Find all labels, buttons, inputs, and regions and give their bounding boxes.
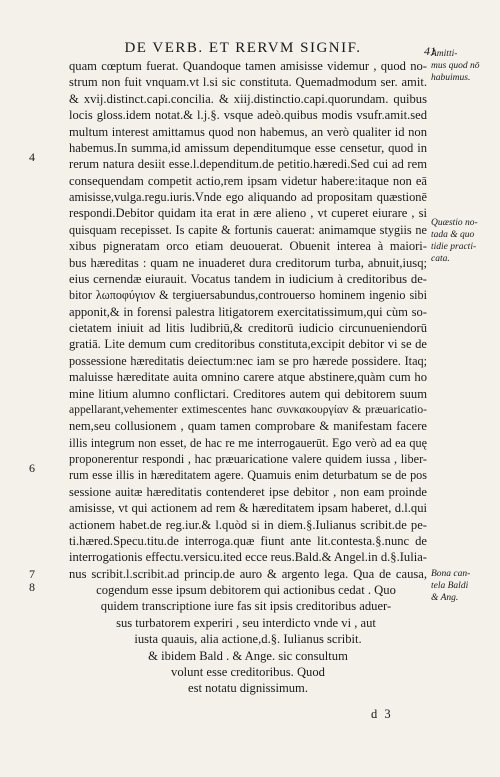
marginal-note: Bona can- tela Baldi & Ang. [431,569,471,603]
text-line: & ibidem Bald . & Ange. sic consultum [148,648,348,663]
text-line: volunt esse creditoribus. Quod [171,664,325,679]
text-line: sessione auitæ hæreditatis contenderet ipse debitor , non eam proinde [69,484,427,499]
text-line: interrogationis effectu.versicu.ited ecce reus.Bald.& Angel.in d.§.Iulia- [69,550,427,565]
text-line: rum esse illis in hæreditatem agere. Quamuis enim deturbatum se de pos [69,468,427,483]
text-line: multum interest amittamus quod non habemus, an verò qualiter id non [69,124,427,139]
text-line: strum non fuit vnquam.vt l.si sic constituta. Quemadmodum ser. amit. [69,75,427,90]
text-line: locis gloss.idem notat.& l.j.§. vsque adeò.quibus modis vsufr.amit.sed [69,108,427,123]
text-line: bus hæreditas : quam ne inuaderet dura creditorum turba, abnuit,iusq; [69,255,427,270]
text-line: apponit,& in forensi palestra litigatorem exercitatissimum,qui cùm so- [69,304,427,319]
margin-number: 7 [29,567,35,581]
text-line: gratiā. Lite demum cum creditoribus constituta,excipit debitor vi se de [69,337,427,352]
text-line: & xvij.distinct.capi.concilia. & xiij.distinctio.capi.quorundam. quibus [69,91,427,106]
text-line: consequendam competit actio,rem ipsam videtur habere:itaque non eā [69,173,427,188]
text-line: appellarant,vehementer extimescentes hanc συνκακουργίαν & præuaricatio- [69,402,427,416]
marginal-note: Amitti- mus quod nō habuimus. [431,49,480,83]
text-line: respondi.Debitor quidam ita erat in ære alieno , vt cuperet eiurare , si [69,206,427,221]
text-line: cogendum esse ipsum debitorem qui actionibus cedat . Quo [96,583,396,597]
text-line: amisisse,vulga.regu.iuris.Vnde ego aliquando ad propositam quæstionē [69,190,427,204]
margin-number: 6 [29,461,35,475]
text-line: ti.hæred.Specu.titu.de interroga.quæ fiunt ante lit.contesta.§.nunc de [69,533,427,548]
text-line: proponerentur respondi , hac præuaricatione valere quidem iussa , liber- [69,452,427,466]
text-line: quidem transcriptione iure fas sit ipsis creditoribus aduer- [100,599,392,614]
text-line: est notatu dignissimum. [188,681,308,696]
text-line: iusta quauis, alia actione,d.§. Iulianus scribit. [134,632,362,647]
main-text-block [69,58,427,697]
text-line: actionem habet.de reg.iur.& l.quòd si in diem.§.Iulianus scribit.de pe- [69,517,427,532]
text-line: eius cernendæ eiurauit. Vocatus tandem in iudicium à creditoribus de- [69,271,427,286]
text-line: habemus.In summa,id amissum dependitumque esse censetur, quod in [69,140,427,155]
margin-number: 4 [29,150,35,164]
text-line: quam cœptum fuerat. Quandoque tamen amisisse videmur , quod no- [69,59,427,73]
text-line: nus scribit.l.scribit.ad princip.de auro & argento lega. Qua de causa, [69,566,427,581]
signature-mark: d 3 [371,707,393,721]
text-line: possessione hæreditatis deiectum:nec iam se pro hærede possidere. Itaq; [69,353,427,368]
text-line: maluisse hæreditate auita omnino carere atque abstinere,quàm cum ho [69,370,427,385]
marginal-note: Quæstio no- tada & quo tidie practi- cata. [431,218,478,264]
text-line: cietatem iniuit ad litis ludibriū,& creditorū iudicio circunueniendorū [69,321,427,335]
margin-number: 8 [29,580,35,594]
text-line: amisisse, vt qui actionem ad rem & hæreditatem ipsam haberet, d.l.qui [69,501,427,516]
running-head: DE VERB. ET RERVM SIGNIF. [124,40,362,56]
page-number: 41 [424,44,436,58]
text-line: sus turbatorem experiri , seu interdicto vnde vi , aut [116,615,376,630]
text-line: quisquam recepisset. Is capite & fortunis cauerat: animamque stygiis ne [69,222,427,237]
text-line: mine litium alumno conflictari. Creditores autem qui debitorem suum [69,386,427,401]
text-line: rerum natura desiit esse.l.dependitum.de petitio.hæredi.Sed cui ad rem [69,157,427,172]
text-line: nem,seu collusionem , quam tamen comprobare & manifestam facere [69,419,427,434]
text-line: xibus pigneratam orco etiam deuouerat. Obuenit interea à maiori- [69,239,427,254]
text-line: illis integrum non esset, de hac re me interrogauerūt. Ego verò ad ea quę [69,435,427,450]
text-line: bitor λωποφύγιον & tergiuersabundus,controuerso hominem ingenio sibi [69,288,427,303]
